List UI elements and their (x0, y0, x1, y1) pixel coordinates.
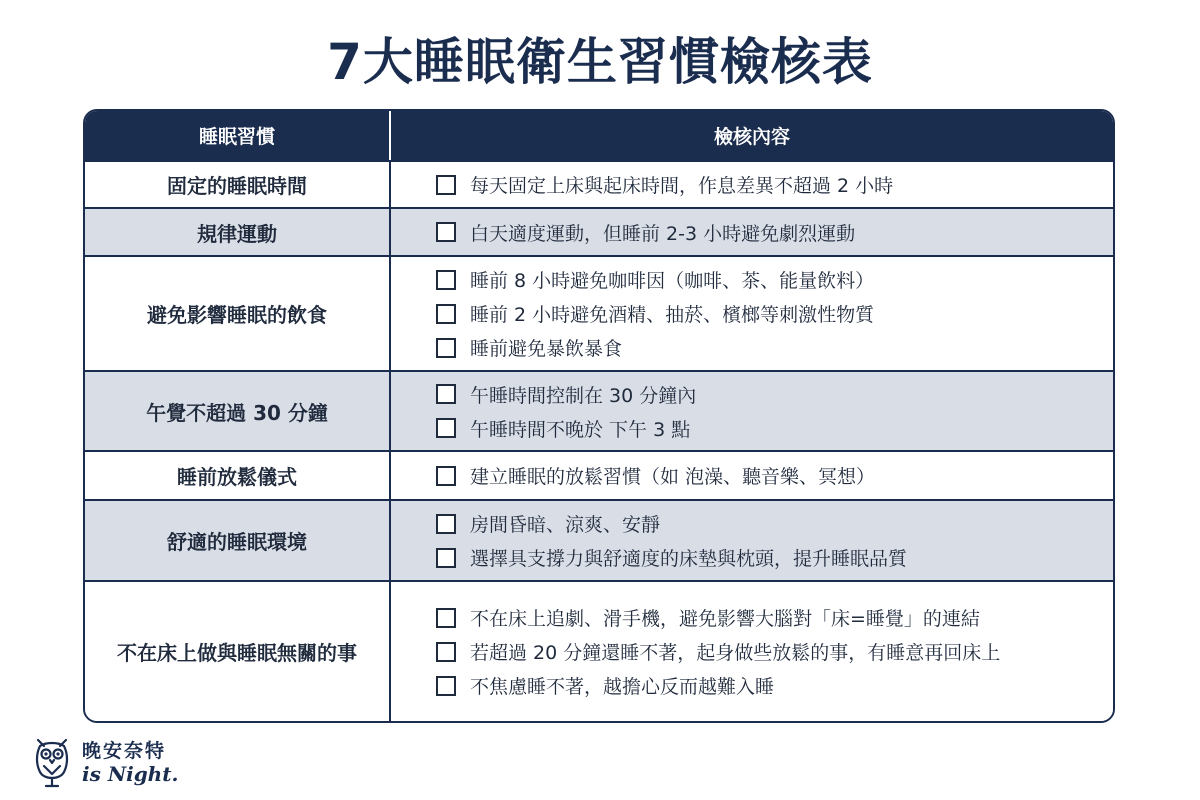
check-item (436, 459, 1113, 493)
check-items (391, 582, 1113, 721)
check-item (436, 331, 1113, 365)
habit-label: 避免影響睡眠的飲食 (85, 257, 391, 370)
check-item-text: 建立睡眠的放鬆習慣（如 泡澡、聽音樂、冥想） (470, 466, 876, 488)
habit-label: 規律運動 (85, 209, 391, 255)
table-row (85, 160, 1113, 207)
table-row (85, 370, 1113, 450)
owl-icon (30, 734, 74, 790)
checkbox[interactable] (436, 418, 456, 438)
header-content: 檢核內容 (713, 126, 790, 148)
logo-text-en: is Night. (82, 762, 179, 786)
page-title: 7大睡眠衛生習慣檢核表 (327, 33, 873, 91)
checkbox[interactable] (436, 338, 456, 358)
check-item (436, 297, 1113, 331)
checkbox[interactable] (436, 514, 456, 534)
check-items (391, 501, 1113, 580)
table-header (85, 111, 1113, 160)
check-item (436, 669, 1113, 703)
check-item-text: 房間昏暗、涼爽、安靜 (470, 514, 661, 536)
check-item-text: 午睡時間控制在 30 分鐘內 (470, 384, 697, 407)
checklist-table (83, 109, 1115, 723)
check-item (436, 507, 1113, 541)
check-item (436, 215, 1113, 249)
check-item-text: 選擇具支撐力與舒適度的床墊與枕頭，提升睡眠品質 (470, 548, 908, 570)
check-item (436, 377, 1113, 411)
habit-label: 不在床上做與睡眠無關的事 (85, 582, 391, 721)
habit-label: 舒適的睡眠環境 (85, 501, 391, 580)
checkbox[interactable] (436, 270, 456, 290)
table-row (85, 450, 1113, 499)
table-row (85, 499, 1113, 580)
check-item-text: 睡前 2 小時避免酒精、抽菸、檳榔等刺激性物質 (470, 304, 875, 326)
check-item-text: 午睡時間不晚於 下午 3 點 (470, 418, 691, 441)
checkbox[interactable] (436, 304, 456, 324)
check-item (436, 411, 1113, 445)
checkbox[interactable] (436, 642, 456, 662)
checkbox[interactable] (436, 608, 456, 628)
check-items (391, 372, 1113, 450)
checkbox[interactable] (436, 548, 456, 568)
checkbox[interactable] (436, 466, 456, 486)
table-row (85, 255, 1113, 370)
check-items (391, 257, 1113, 370)
check-item-text: 不在床上追劇、滑手機，避免影響大腦對「床=睡覺」的連結 (470, 608, 980, 630)
table-row (85, 207, 1113, 255)
logo-text-cn: 晚安奈特 (82, 740, 167, 762)
check-item-text: 每天固定上床與起床時間，作息差異不超過 2 小時 (470, 175, 894, 197)
check-item (436, 263, 1113, 297)
habit-label: 睡前放鬆儀式 (85, 452, 391, 499)
brand-logo (30, 732, 180, 792)
table-row (85, 580, 1113, 721)
habit-label: 午覺不超過 30 分鐘 (85, 372, 391, 450)
check-item-text: 睡前避免暴飲暴食 (470, 338, 623, 360)
check-items (391, 209, 1113, 255)
check-item-text: 若超過 20 分鐘還睡不著，起身做些放鬆的事，有睡意再回床上 (470, 642, 1001, 664)
check-item (436, 601, 1113, 635)
check-item-text: 白天適度運動，但睡前 2-3 小時避免劇烈運動 (470, 222, 856, 245)
check-item (436, 541, 1113, 575)
checkbox[interactable] (436, 676, 456, 696)
check-items (391, 162, 1113, 207)
check-items (391, 452, 1113, 499)
checkbox[interactable] (436, 384, 456, 404)
header-habit: 睡眠習慣 (85, 111, 391, 160)
checkbox[interactable] (436, 175, 456, 195)
check-item (436, 168, 1113, 202)
check-item (436, 635, 1113, 669)
check-item-text: 不焦慮睡不著，越擔心反而越難入睡 (470, 676, 775, 698)
habit-label: 固定的睡眠時間 (85, 162, 391, 207)
checkbox[interactable] (436, 222, 456, 242)
check-item-text: 睡前 8 小時避免咖啡因（咖啡、茶、能量飲料） (470, 270, 875, 292)
